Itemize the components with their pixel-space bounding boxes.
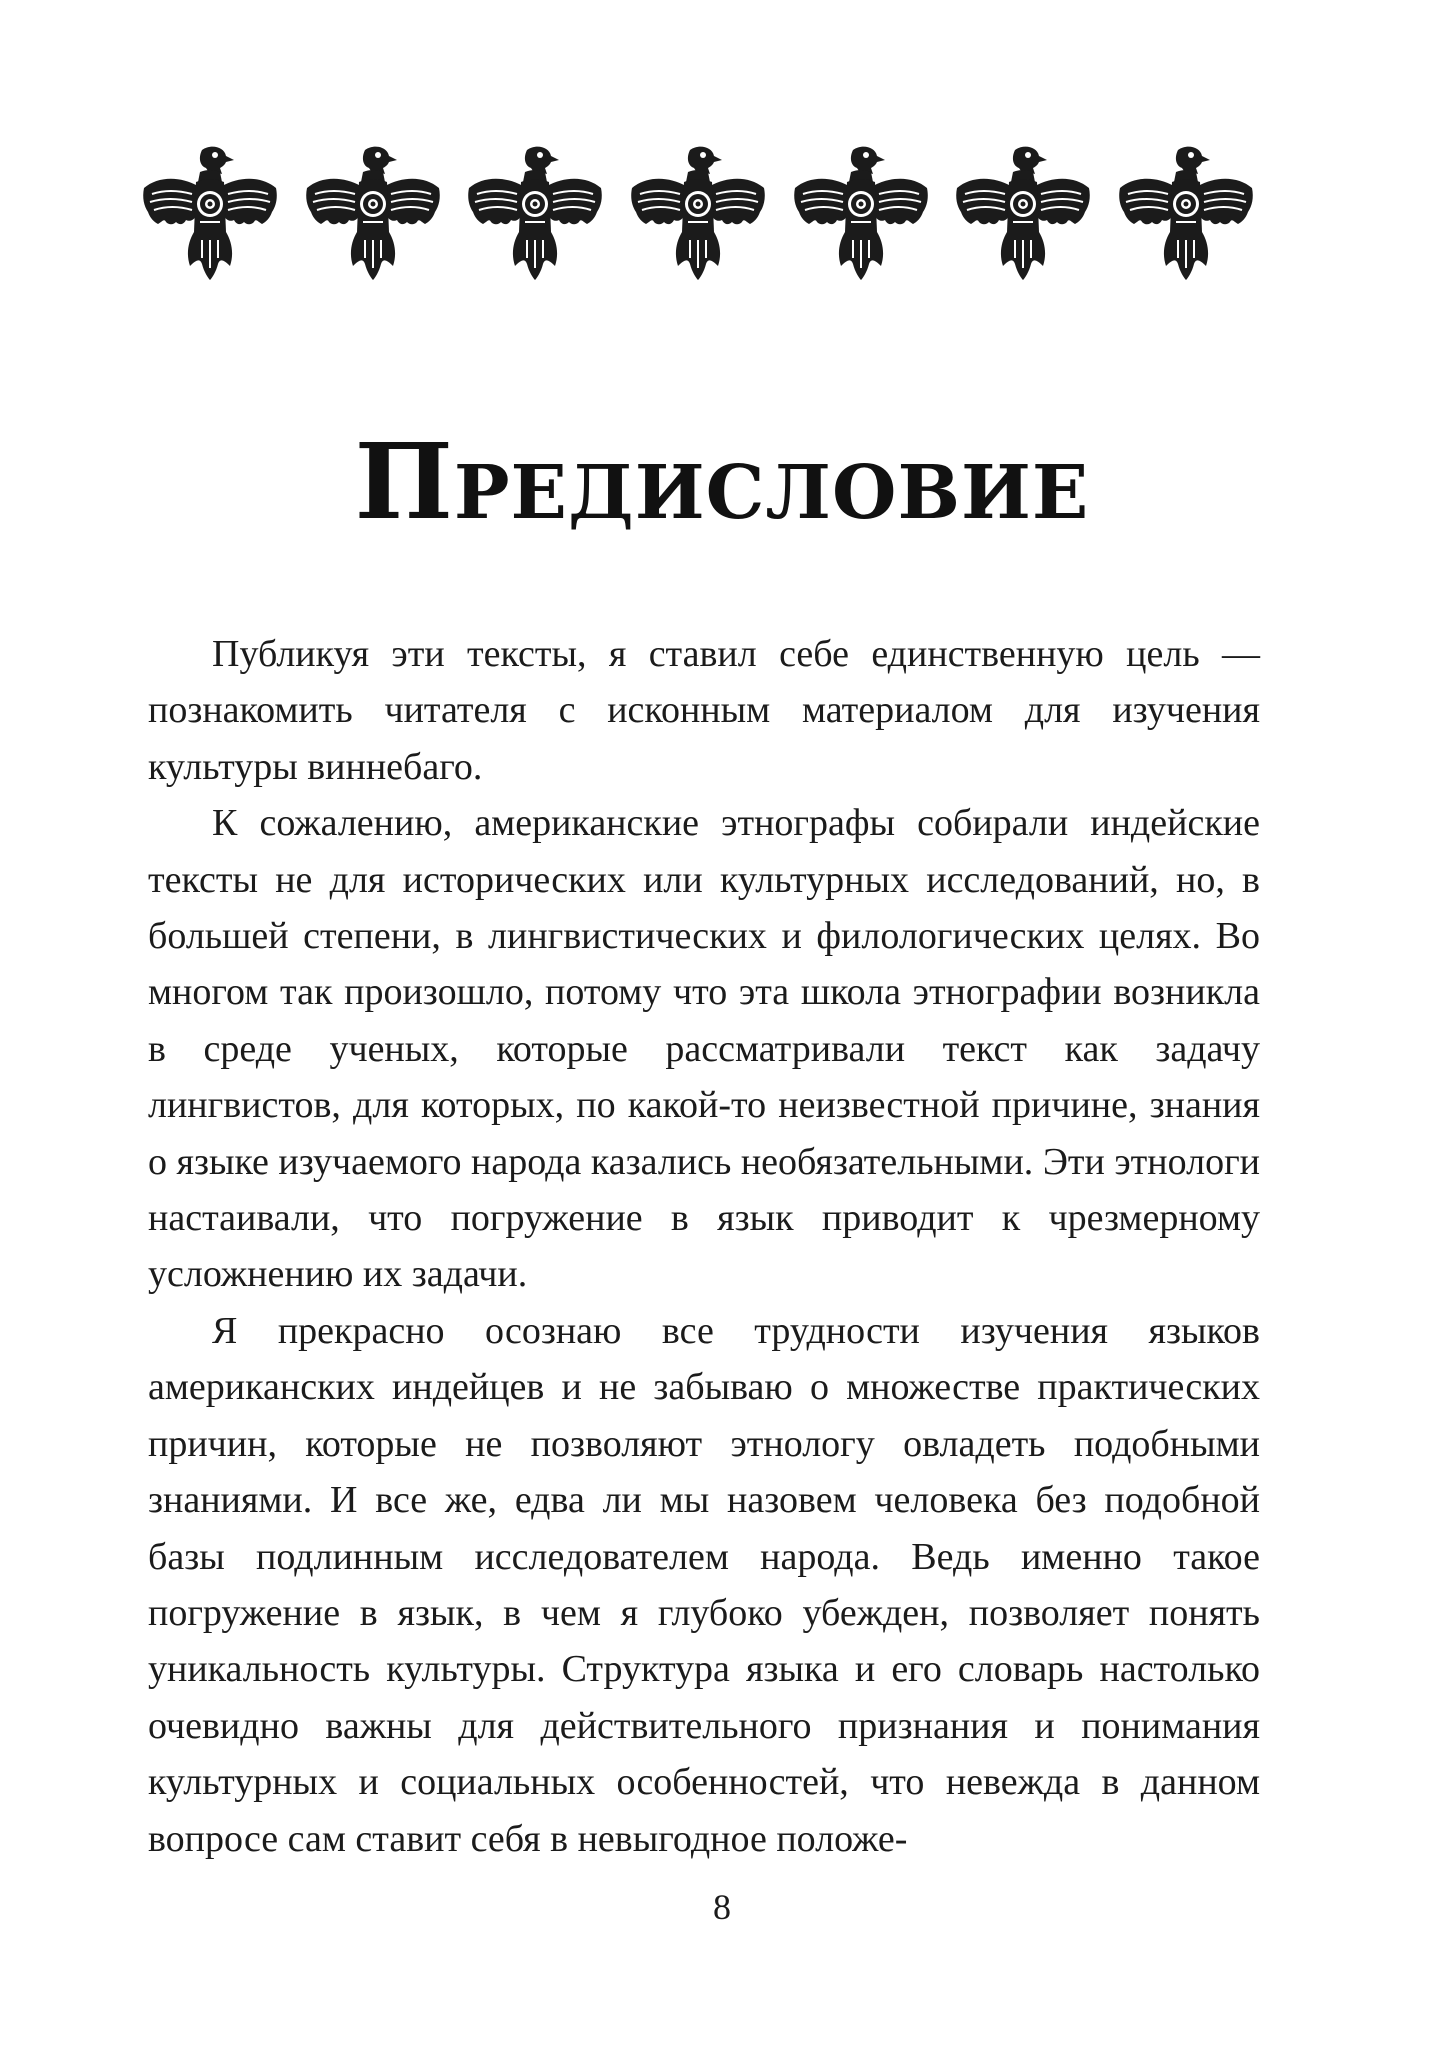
ornament-row bbox=[140, 142, 1256, 282]
thunderbird-icon bbox=[628, 142, 768, 282]
thunderbird-icon bbox=[1116, 142, 1256, 282]
page-number: 8 bbox=[713, 1887, 731, 1927]
paragraph: Публикуя эти тексты, я ставил себе единственную цель — познакомить читателя с исконным материалом для изучения культуры виннебаго. bbox=[148, 633, 1260, 788]
thunderbird-icon bbox=[140, 142, 280, 282]
body-text bbox=[148, 626, 1260, 1867]
paragraph: Я прекрасно осознаю все трудности изучения языков американских индейцев и не забываю о множестве практических причин, которые не позволяют этнологу овладеть подобными знаниями. И все же, едва ли мы назовем человека без подобной базы подлинным исследователем народа. Ведь именно такое погружение в язык, в чем я глубоко убежден, позволяет понять уникальность культуры. Структура языка и его словарь настолько очевидно важны для действительного признания и понимания культурных и социальных особенностей, что невежда в данном вопросе сам ставит себя в невыгодное положе- bbox=[148, 1309, 1260, 1860]
title-drop-cap: П bbox=[354, 420, 454, 543]
thunderbird-icon bbox=[465, 142, 605, 282]
thunderbird-icon bbox=[791, 142, 931, 282]
thunderbird-icon bbox=[953, 142, 1093, 282]
thunderbird-icon bbox=[303, 142, 443, 282]
title-rest: РЕДИСЛОВИЕ bbox=[453, 450, 1090, 536]
paragraph: К сожалению, американские этнографы собирали индейские тексты не для исторических или культурных исследований, но, в большей степени, в лингвистических и филологических целях. Во многом так произошло, потому что эта школа этнографии возникла в среде ученых, которые рассматривали текст как задачу лингвистов, для которых, по какой-то неизвестной причине, знания о языке изучаемого народа казались необязательными. Эти этнологи настаивали, что погружение в язык приводит к чрезмерному усложнению их задачи. bbox=[148, 802, 1260, 1296]
page-title bbox=[0, 420, 1444, 543]
